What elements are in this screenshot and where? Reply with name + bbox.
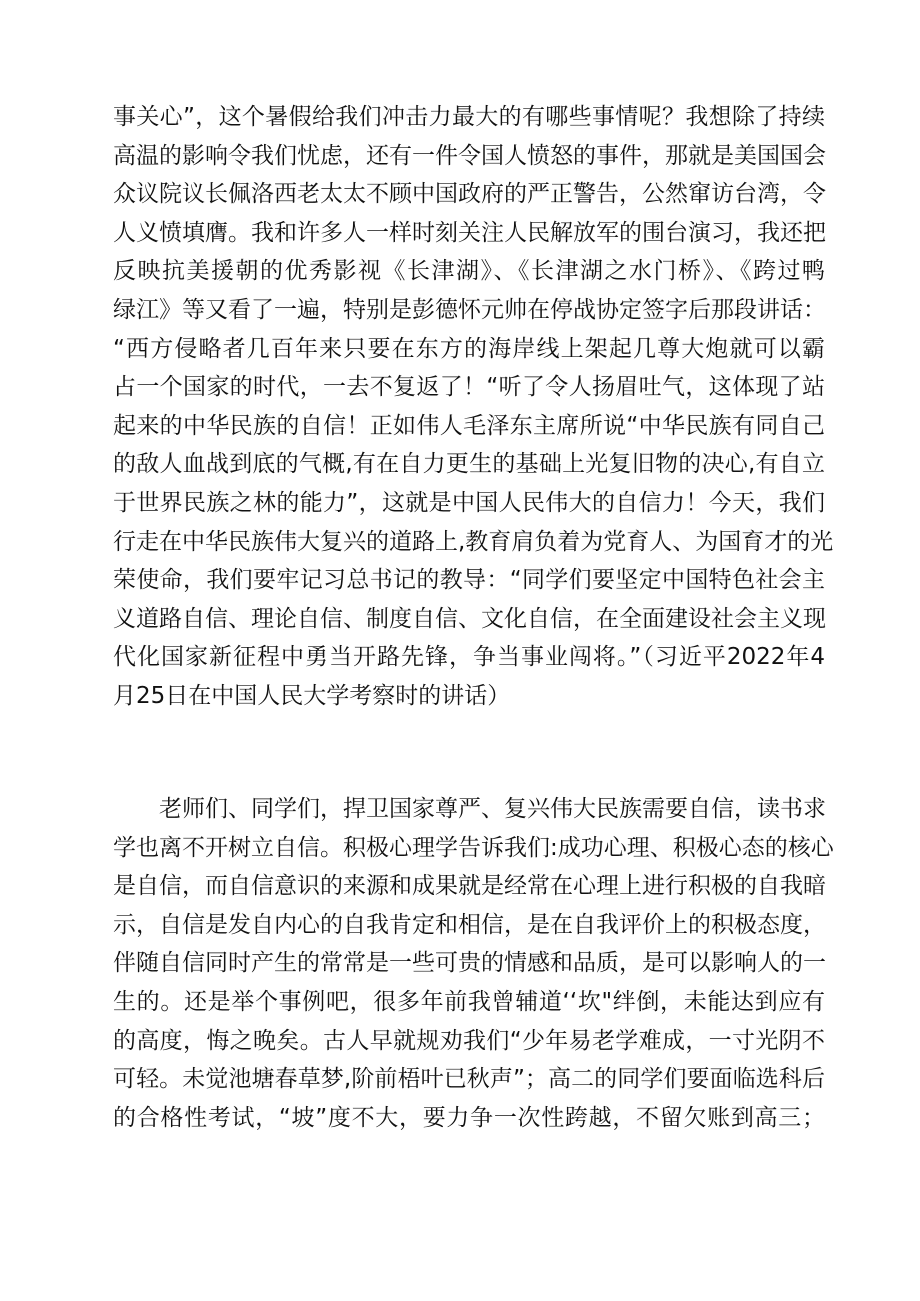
text-line: 代化国家新征程中勇当开路先锋，争当事业闯将。”（习近平2022年4 [113, 644, 825, 671]
text-line: 起来的中华民族的自信！正如伟人毛泽东主席所说“中华民族有同自己 [113, 412, 825, 439]
text-line: 老师们、同学们，捍卫国家尊严、复兴伟大民族需要自信，读书求 [159, 796, 826, 822]
text-line: 月25日在中国人民大学考察时的讲话） [113, 682, 511, 709]
text-line: 的高度，悔之晚矣。古人早就规劝我们“少年易老学难成，一寸光阴不 [113, 1027, 825, 1054]
paragraph-continuation [113, 98, 834, 716]
text-line: 荣使命，我们要牢记习总书记的教导：“同学们要坚定中国特色社会主 [113, 567, 825, 594]
text-line: 的敌人血战到底的气概,有在自力更生的基础上光复旧物的决心,有自立 [113, 451, 825, 478]
text-line: 的合格性考试，“坡”度不大，要力争一次性跨越，不留欠账到高三； [113, 1104, 825, 1131]
text-line: 高温的影响令我们忧虑，还有一件令国人愤怒的事件，那就是美国国会 [113, 142, 826, 169]
text-line: 学也离不开树立自信。积极心理学告诉我们:成功心理、积极心态的核心 [113, 834, 834, 861]
text-line: 事关心”，这个暑假给我们冲击力最大的有哪些事情呢？我想除了持续 [113, 104, 825, 130]
text-line: 可轻。未觉池塘春草梦,阶前梧叶已秋声”；高二的同学们要面临选科后 [113, 1066, 825, 1093]
text-line: 行走在中华民族伟大复兴的道路上,教育肩负着为党育人、为国育才的光 [113, 528, 834, 555]
text-line: 于世界民族之林的能力”，这就是中国人民伟大的自信力！今天，我们 [113, 489, 825, 516]
text-line: 占一个国家的时代，一去不复返了！“听了令人扬眉吐气，这体现了站 [113, 374, 825, 401]
text-line: 众议院议长佩洛西老太太不顾中国政府的严正警告，公然窜访台湾，令 [113, 181, 826, 208]
text-line: “西方侵略者几百年来只要在东方的海岸线上架起几尊大炮就可以霸 [113, 335, 825, 362]
text-line: 生的。还是举个事例吧，很多年前我曾辅道‘‘坎"绊倒，未能达到应有 [113, 988, 825, 1015]
text-line: 伴随自信同时产生的常常是一些可贵的情感和品质，是可以影响人的一 [113, 950, 826, 977]
paragraph-self-confidence [113, 790, 834, 1137]
text-line: 示，自信是发自内心的自我肯定和相信，是在自我评价上的积极态度， [113, 911, 826, 938]
text-line: 绿江》等又看了一遍，特别是彭德怀元帅在停战协定签字后那段讲话： [113, 296, 826, 323]
text-line: 反映抗美援朝的优秀影视《长津湖》、《长津湖之水门桥》、《跨过鸭 [113, 258, 825, 285]
text-line: 义道路自信、理论自信、制度自信、文化自信，在全面建设社会主义现 [113, 605, 826, 632]
text-line: 人义愤填膺。我和许多人一样时刻关注人民解放军的围台演习，我还把 [113, 219, 826, 246]
text-line: 是自信，而自信意识的来源和成果就是经常在心理上进行积极的自我暗 [113, 873, 826, 900]
